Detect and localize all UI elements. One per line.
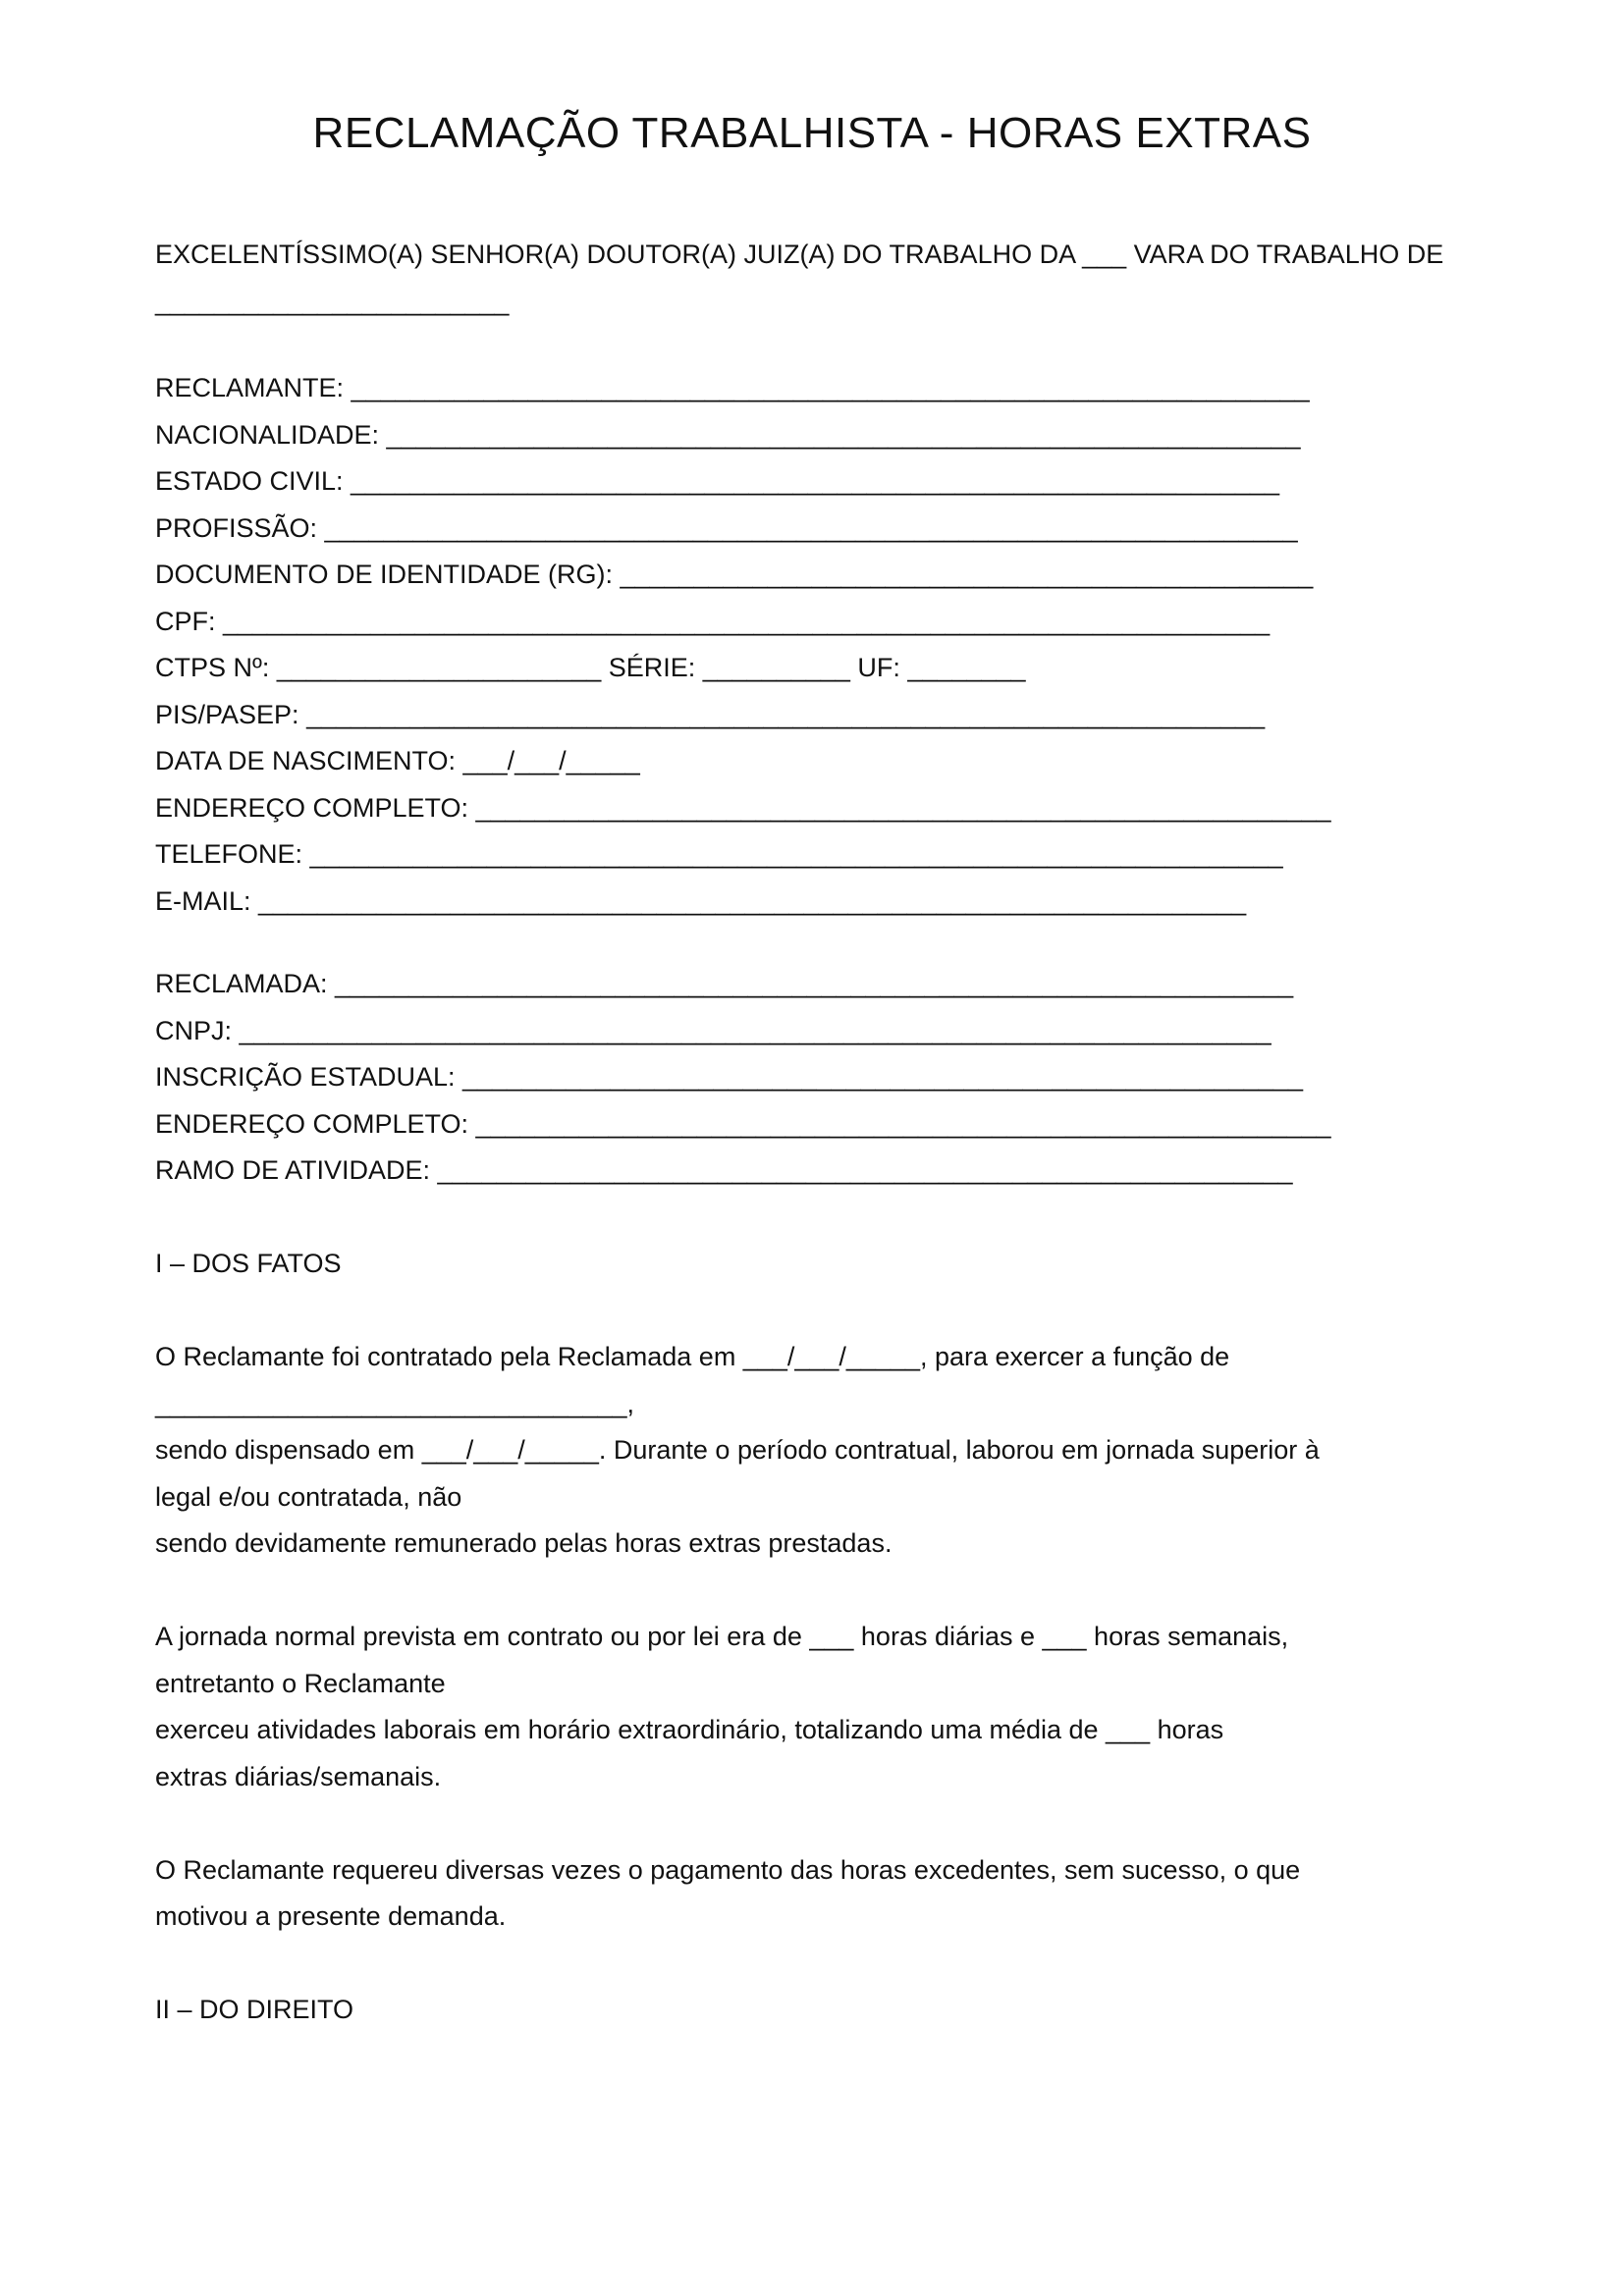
spacer — [155, 1568, 1530, 1615]
addressee-blank-line: ________________________ — [155, 286, 510, 316]
paragraph-line: sendo devidamente remunerado pelas horas extras prestadas. — [155, 1528, 893, 1558]
addressee-line: EXCELENTÍSSIMO(A) SENHOR(A) DOUTOR(A) JUIZ(A) DO TRABALHO DA ___ VARA DO TRABALHO DE — [155, 240, 1444, 269]
spacer — [155, 925, 1530, 961]
field-telefone: TELEFONE: __________________________________________________________________ — [155, 839, 1283, 869]
paragraph-line: exerceu atividades laborais em horário extraordinário, totalizando uma média de ___ horas — [155, 1715, 1224, 1744]
spacer — [155, 1800, 1530, 1847]
facts-paragraph — [155, 1614, 1530, 1800]
field-rg: DOCUMENTO DE IDENTIDADE (RG): _______________________________________________ — [155, 560, 1314, 589]
paragraph-line: O Reclamante foi contratado pela Reclamada em ___/___/_____, para exercer a função de — [155, 1342, 1230, 1371]
facts-paragraph — [155, 1334, 1530, 1568]
document-body — [155, 232, 1530, 2034]
field-reclamada: RECLAMADA: _________________________________________________________________ — [155, 969, 1294, 998]
field-ramo-atividade: RAMO DE ATIVIDADE: __________________________________________________________ — [155, 1155, 1293, 1185]
paragraph-line: O Reclamante requereu diversas vezes o pagamento das horas excedentes, sem sucesso, o que — [155, 1854, 1301, 1885]
paragraph-line: motivou a presente demanda. — [155, 1901, 507, 1931]
field-pis-pasep: PIS/PASEP: _________________________________________________________________ — [155, 699, 1266, 729]
field-nacionalidade: NACIONALIDADE: ______________________________________________________________ — [155, 419, 1301, 450]
field-email: E-MAIL: ___________________________________________________________________ — [155, 885, 1247, 916]
spacer — [155, 1288, 1530, 1335]
document-title: RECLAMAÇÃO TRABALHISTA - HORAS EXTRAS — [312, 109, 1312, 157]
paragraph-line: entretanto o Reclamante — [155, 1668, 446, 1698]
section-heading-direito: II – DO DIREITO — [155, 1995, 354, 2024]
field-estado-civil: ESTADO CIVIL: _______________________________________________________________ — [155, 466, 1280, 496]
reclamada-section — [155, 961, 1530, 1195]
field-ctps: CTPS Nº: ______________________ SÉRIE: __________ UF: ________ — [155, 653, 1026, 682]
field-endereco-reclamante: ENDEREÇO COMPLETO: __________________________________________________________ — [155, 792, 1331, 823]
paragraph-line: ________________________________, — [155, 1388, 635, 1418]
field-profissao: PROFISSÃO: __________________________________________________________________ — [155, 512, 1298, 543]
reclamante-section — [155, 365, 1530, 925]
spacer — [155, 1941, 1530, 1988]
paragraph-line: A jornada normal prevista em contrato ou por lei era de ___ horas diárias e ___ horas semanais, — [155, 1622, 1289, 1651]
field-endereco-reclamada: ENDEREÇO COMPLETO: __________________________________________________________ — [155, 1108, 1331, 1139]
field-cpf: CPF: _______________________________________________________________________ — [155, 606, 1271, 636]
facts-paragraph — [155, 1847, 1530, 1941]
field-cnpj: CNPJ: ______________________________________________________________________ — [155, 1015, 1272, 1045]
addressee-block — [155, 232, 1530, 325]
paragraph-line: legal e/ou contratada, não — [155, 1481, 462, 1512]
section-heading-fatos: I – DOS FATOS — [155, 1249, 342, 1278]
paragraph-line: extras diárias/semanais. — [155, 1761, 442, 1791]
spacer — [155, 1195, 1530, 1242]
spacer — [155, 325, 1530, 365]
field-inscricao-estadual: INSCRIÇÃO ESTADUAL: _________________________________________________________ — [155, 1062, 1303, 1092]
field-reclamante: RECLAMANTE: _________________________________________________________________ — [155, 373, 1310, 402]
paragraph-line: sendo dispensado em ___/___/_____. Durante o período contratual, laborou em jornada superior à — [155, 1435, 1320, 1465]
field-data-nascimento: DATA DE NASCIMENTO: ___/___/_____ — [155, 746, 640, 775]
